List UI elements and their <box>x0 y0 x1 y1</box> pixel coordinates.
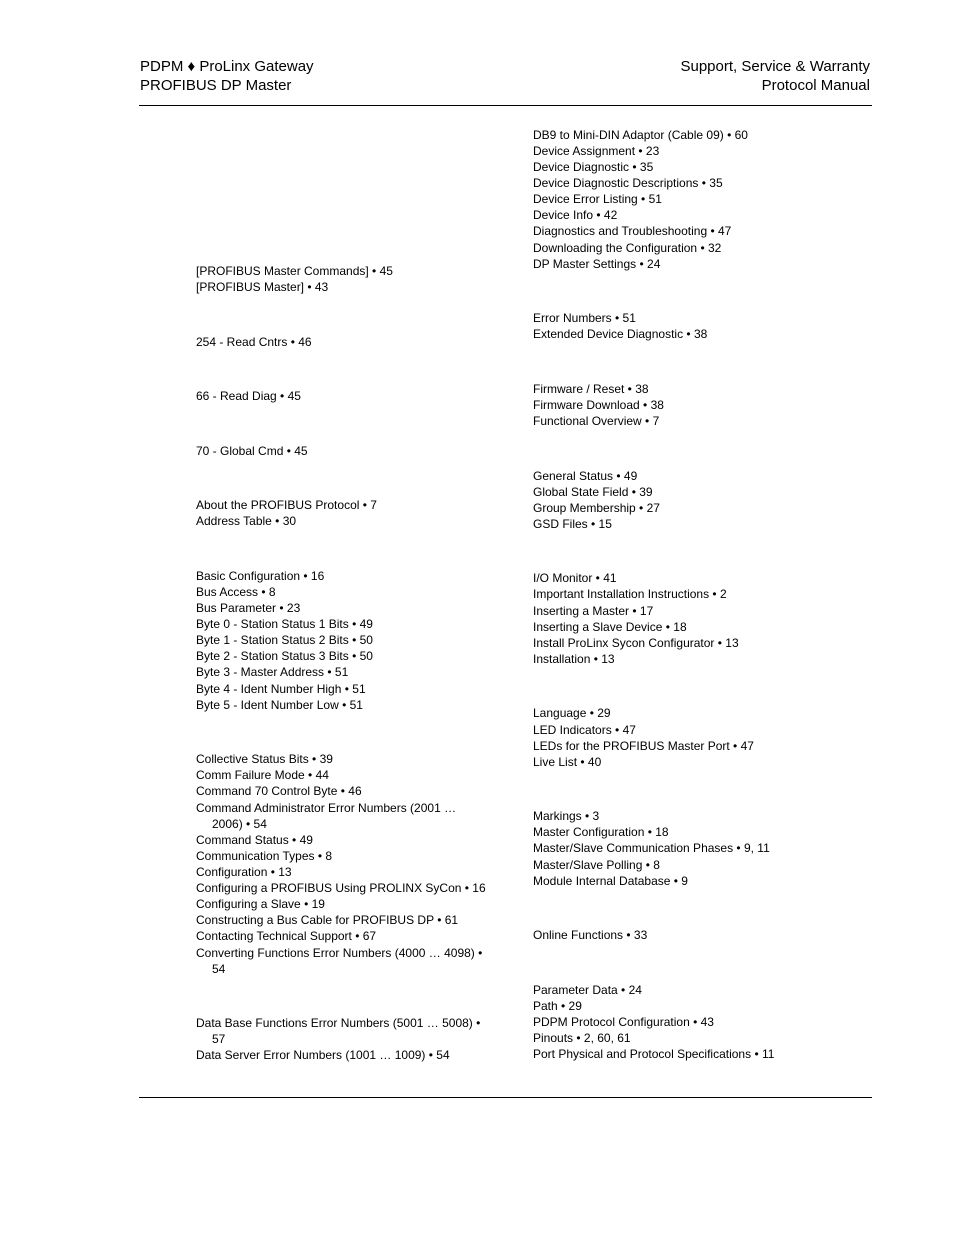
header-right <box>680 57 870 95</box>
right-index-entry: Functional Overview • 7 <box>533 414 660 428</box>
left-index-entry: Byte 5 - Ident Number Low • 51 <box>196 698 363 712</box>
right-index-entry: Path • 29 <box>533 999 582 1013</box>
left-index-entry: Command Status • 49 <box>196 833 313 847</box>
left-index-entry: [PROFIBUS Master] • 43 <box>196 280 329 294</box>
right-index-entry: Inserting a Master • 17 <box>533 604 654 618</box>
left-index-entry: Constructing a Bus Cable for PROFIBUS DP • 61 <box>196 913 459 927</box>
left-index-entry-continuation: 54 <box>212 962 226 976</box>
left-index-entry: 254 - Read Cntrs • 46 <box>196 335 312 349</box>
header-divider <box>139 105 872 106</box>
left-index-entry: Basic Configuration • 16 <box>196 569 325 583</box>
right-index-entry: Master Configuration • 18 <box>533 825 669 839</box>
right-index-entry: Group Membership • 27 <box>533 501 660 515</box>
left-index-entry: Comm Failure Mode • 44 <box>196 768 329 782</box>
left-index-entry: [PROFIBUS Master Commands] • 45 <box>196 264 393 278</box>
left-index-entry: 66 - Read Diag • 45 <box>196 389 301 403</box>
right-index-entry: GSD Files • 15 <box>533 517 612 531</box>
right-index-entry: Firmware Download • 38 <box>533 398 664 412</box>
header-section-title: Support, Service & Warranty <box>680 58 870 75</box>
left-index-entry: Configuring a PROFIBUS Using PROLINX SyCon • 16 <box>196 881 486 895</box>
right-index-entry: Live List • 40 <box>533 755 602 769</box>
right-index-entry: I/O Monitor • 41 <box>533 571 617 585</box>
left-index-entry: Byte 2 - Station Status 3 Bits • 50 <box>196 649 373 663</box>
right-index-entry: PDPM Protocol Configuration • 43 <box>533 1015 714 1029</box>
right-index-entry: Firmware / Reset • 38 <box>533 382 649 396</box>
left-index-entry-continuation: 2006) • 54 <box>212 817 267 831</box>
right-index-entry: Device Info • 42 <box>533 208 618 222</box>
right-index-entry: Online Functions • 33 <box>533 928 648 942</box>
right-index-entry: Language • 29 <box>533 706 611 720</box>
right-index-entry: LEDs for the PROFIBUS Master Port • 47 <box>533 739 754 753</box>
left-index-entry-continuation: 57 <box>212 1032 226 1046</box>
right-index-entry: Master/Slave Polling • 8 <box>533 858 660 872</box>
right-index-entry: Error Numbers • 51 <box>533 311 636 325</box>
right-index-entry: Extended Device Diagnostic • 38 <box>533 327 708 341</box>
header-manual-title: Protocol Manual <box>761 77 870 94</box>
right-index-entry: Device Diagnostic • 35 <box>533 160 654 174</box>
right-index-entry: Pinouts • 2, 60, 61 <box>533 1031 631 1045</box>
left-index-entry: Collective Status Bits • 39 <box>196 752 333 766</box>
right-index-entry: Port Physical and Protocol Specifications • 11 <box>533 1047 775 1061</box>
right-index-entry: Inserting a Slave Device • 18 <box>533 620 687 634</box>
right-index-entry: Global State Field • 39 <box>533 485 653 499</box>
right-index-entry: DB9 to Mini-DIN Adaptor (Cable 09) • 60 <box>533 128 748 142</box>
right-index-entry: Install ProLinx Sycon Configurator • 13 <box>533 636 739 650</box>
right-index-entry: General Status • 49 <box>533 469 638 483</box>
left-index-entry: Data Server Error Numbers (1001 … 1009) • 54 <box>196 1048 450 1062</box>
right-index-entry: DP Master Settings • 24 <box>533 257 661 271</box>
left-index-entry: Configuring a Slave • 19 <box>196 897 325 911</box>
right-index-entry: Downloading the Configuration • 32 <box>533 241 722 255</box>
left-index-entry: 70 - Global Cmd • 45 <box>196 444 308 458</box>
header-left <box>140 57 314 95</box>
right-index-entry: Diagnostics and Troubleshooting • 47 <box>533 224 732 238</box>
right-index-entry: LED Indicators • 47 <box>533 723 636 737</box>
left-index-entry: Byte 1 - Station Status 2 Bits • 50 <box>196 633 373 647</box>
left-index-entry: Bus Access • 8 <box>196 585 276 599</box>
left-index-entry: Converting Functions Error Numbers (4000 … 4098) • <box>196 946 483 960</box>
header-product-subtitle: PROFIBUS DP Master <box>140 77 292 94</box>
right-index-entry: Important Installation Instructions • 2 <box>533 587 727 601</box>
left-index-entry: Communication Types • 8 <box>196 849 333 863</box>
right-index-entry: Master/Slave Communication Phases • 9, 11 <box>533 841 770 855</box>
header-product-title: PDPM ♦ ProLinx Gateway <box>140 58 314 75</box>
right-index-entry: Device Diagnostic Descriptions • 35 <box>533 176 723 190</box>
left-index-entry: Address Table • 30 <box>196 514 297 528</box>
left-index-entry: Contacting Technical Support • 67 <box>196 929 377 943</box>
left-index-entry: Byte 4 - Ident Number High • 51 <box>196 682 366 696</box>
left-index-entry: Command 70 Control Byte • 46 <box>196 784 362 798</box>
left-index-entry: About the PROFIBUS Protocol • 7 <box>196 498 377 512</box>
right-index-entry: Device Error Listing • 51 <box>533 192 662 206</box>
right-index-entry: Installation • 13 <box>533 652 615 666</box>
right-index-entry: Module Internal Database • 9 <box>533 874 688 888</box>
right-index-entry: Parameter Data • 24 <box>533 983 642 997</box>
left-index-entry: Byte 3 - Master Address • 51 <box>196 665 349 679</box>
left-index-entry: Command Administrator Error Numbers (2001 … <box>196 801 457 815</box>
left-index-entry: Configuration • 13 <box>196 865 292 879</box>
right-index-entry: Device Assignment • 23 <box>533 144 660 158</box>
footer-divider <box>139 1097 872 1098</box>
left-index-entry: Byte 0 - Station Status 1 Bits • 49 <box>196 617 373 631</box>
left-index-entry: Bus Parameter • 23 <box>196 601 301 615</box>
left-index-entry: Data Base Functions Error Numbers (5001 … 5008) • <box>196 1016 481 1030</box>
right-index-entry: Markings • 3 <box>533 809 600 823</box>
